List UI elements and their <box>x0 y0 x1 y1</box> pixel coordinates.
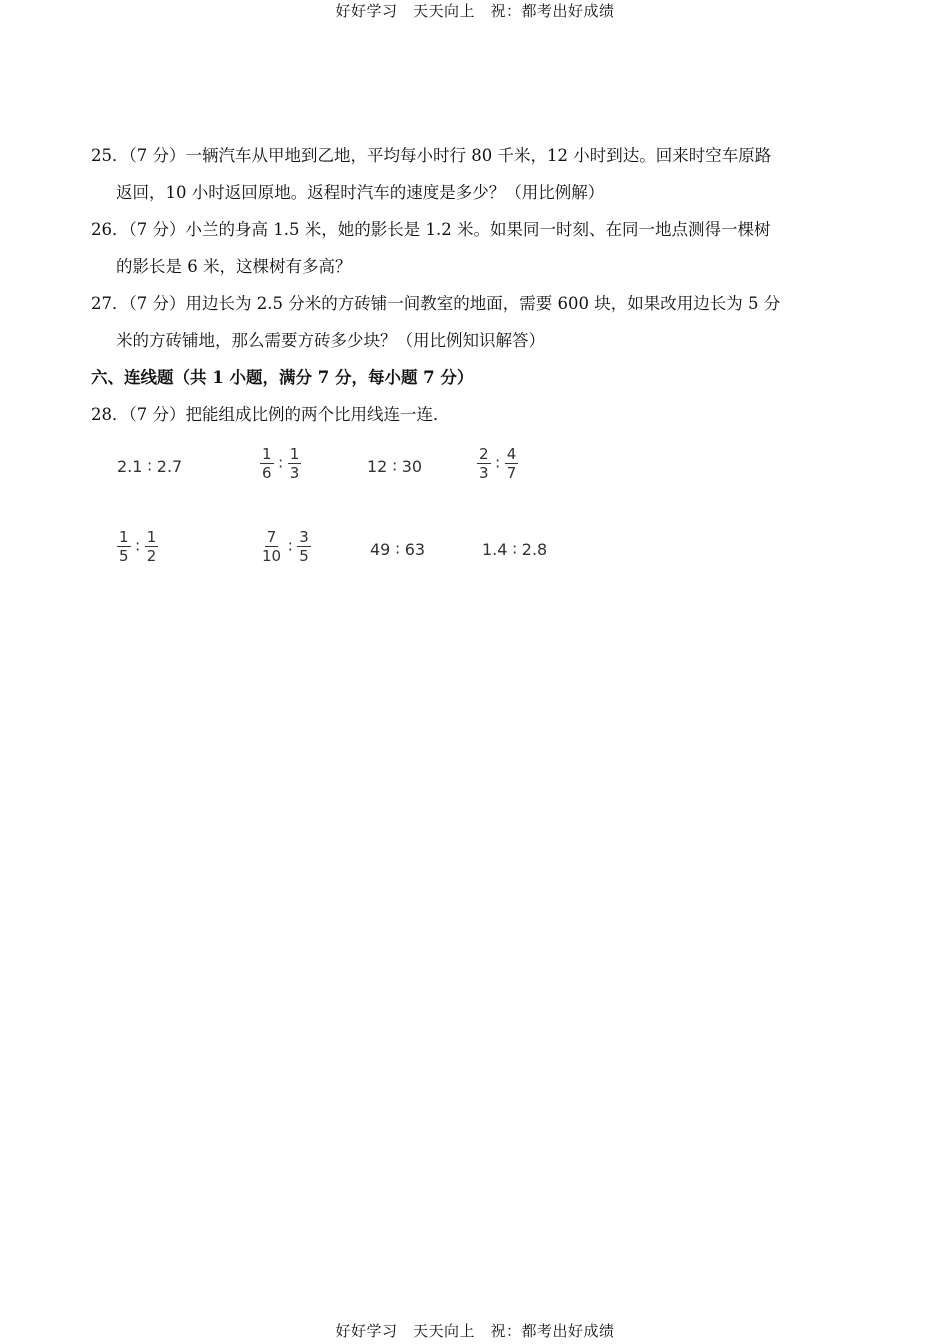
question-26-line2: 的影长是 6 米，这棵树有多高？ <box>116 257 352 276</box>
ratio-1-6-to-1-3[interactable] <box>260 445 301 482</box>
question-28: 28．（7 分）把能组成比例的两个比用线连一连． <box>91 405 450 424</box>
denominator: 10 <box>262 547 282 565</box>
denominator: 5 <box>119 547 129 565</box>
ratio-1-4-to-2-8[interactable] <box>482 540 547 559</box>
numerator: 1 <box>119 528 129 546</box>
colon: ∶ <box>278 454 283 473</box>
section-6-title: 六、连线题（共 1 小题，满分 7 分，每小题 7 分） <box>91 368 474 387</box>
question-27-line2: 米的方砖铺地，那么需要方砖多少块？（用比例知识解答） <box>116 331 545 350</box>
denominator: 3 <box>289 464 300 482</box>
denominator: 3 <box>479 464 489 482</box>
numerator: 3 <box>299 528 309 546</box>
ratio-matching-area <box>117 445 577 575</box>
question-25-line1: 25．（7 分）一辆汽车从甲地到乙地，平均每小时行 80 千米，12 小时到达。回来时空车原路 <box>91 146 772 165</box>
ratio-49-to-63[interactable] <box>370 540 425 559</box>
ratio-text: 2.1 ∶ 2.7 <box>117 457 183 476</box>
fraction <box>505 445 519 482</box>
question-25 <box>91 137 861 211</box>
fraction <box>260 528 283 565</box>
fraction <box>477 445 491 482</box>
numerator: 4 <box>506 445 517 463</box>
ratio-2-3-to-4-7[interactable] <box>477 445 518 482</box>
ratio-text: 12 ∶ 30 <box>367 457 423 476</box>
numerator: 1 <box>146 528 157 546</box>
question-25-line2: 返回，10 小时返回原地。返程时汽车的速度是多少？（用比例解） <box>116 183 605 202</box>
fraction <box>288 445 302 482</box>
page-footer: 好好学习 天天向上 祝：都考出好成绩 <box>335 1322 615 1340</box>
ratio-7-10-to-3-5[interactable] <box>260 528 311 565</box>
ratio-2-1-to-2-7[interactable] <box>117 457 182 476</box>
denominator: 7 <box>506 464 517 482</box>
question-content <box>91 137 861 433</box>
colon: ∶ <box>135 537 140 556</box>
question-26-line1: 26．（7 分）小兰的身高 1.5 米，她的影长是 1.2 米。如果同一时刻、在同一地点测得一棵树 <box>91 220 771 239</box>
question-27-line1: 27．（7 分）用边长为 2.5 分米的方砖铺一间教室的地面，需要 600 块，如果改用边长为 5 分 <box>91 294 781 313</box>
question-26 <box>91 211 861 285</box>
denominator: 5 <box>299 547 309 565</box>
colon: ∶ <box>288 537 293 556</box>
ratio-text: 1.4 ∶ 2.8 <box>482 540 548 559</box>
denominator: 2 <box>146 547 157 565</box>
fraction <box>145 528 159 565</box>
page-header: 好好学习 天天向上 祝：都考出好成绩 <box>335 2 615 20</box>
numerator: 1 <box>289 445 300 463</box>
ratio-text: 49 ∶ 63 <box>370 540 426 559</box>
ratio-12-to-30[interactable] <box>367 457 422 476</box>
fraction <box>260 445 274 482</box>
fraction <box>297 528 311 565</box>
numerator: 2 <box>479 445 489 463</box>
question-27 <box>91 285 861 359</box>
ratio-1-5-to-1-2[interactable] <box>117 528 158 565</box>
denominator: 6 <box>262 464 272 482</box>
numerator: 1 <box>262 445 272 463</box>
fraction <box>117 528 131 565</box>
colon: ∶ <box>495 454 500 473</box>
numerator: 7 <box>266 528 277 546</box>
